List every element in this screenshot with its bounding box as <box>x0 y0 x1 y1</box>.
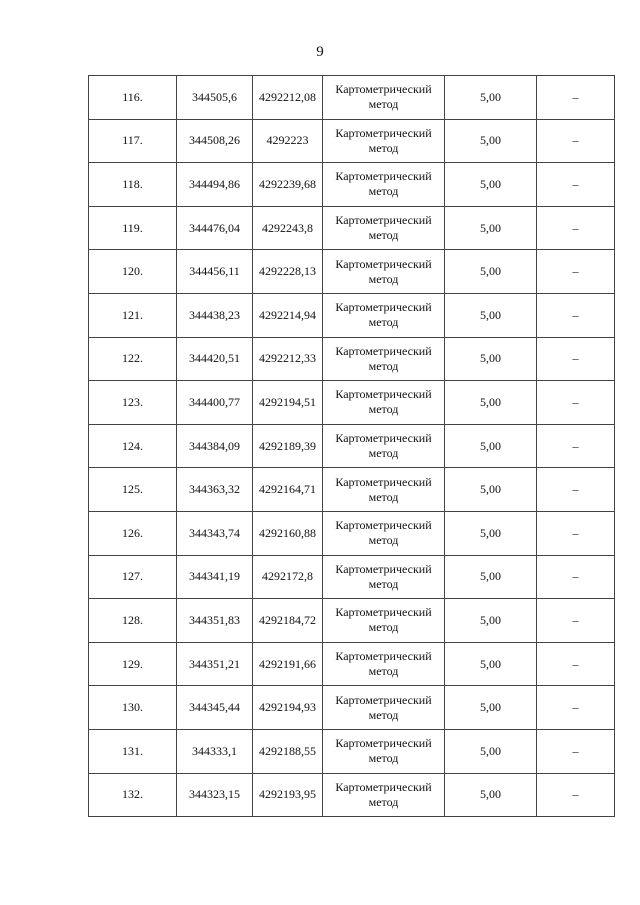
method-line-2: метод <box>368 184 399 199</box>
method-line-1: Картометрический <box>335 343 432 358</box>
point-number-cell: 130. <box>89 686 177 730</box>
method-line-2: метод <box>368 228 399 243</box>
x-coordinate-cell: 344333,1 <box>177 729 253 773</box>
description-cell: – <box>537 381 615 425</box>
table-row <box>89 250 615 294</box>
description-cell: – <box>537 511 615 555</box>
accuracy-cell: 5,00 <box>445 337 537 381</box>
method-cell <box>323 511 445 555</box>
method-line-1: Картометрический <box>335 649 432 664</box>
point-number-cell: 124. <box>89 424 177 468</box>
y-coordinate-cell: 4292223 <box>253 119 323 163</box>
point-number-cell: 123. <box>89 381 177 425</box>
y-coordinate-cell: 4292189,39 <box>253 424 323 468</box>
method-cell <box>323 642 445 686</box>
description-cell: – <box>537 468 615 512</box>
x-coordinate-cell: 344351,83 <box>177 599 253 643</box>
point-number-cell: 127. <box>89 555 177 599</box>
description-cell: – <box>537 119 615 163</box>
x-coordinate-cell: 344420,51 <box>177 337 253 381</box>
method-line-2: метод <box>368 751 399 766</box>
method-line-1: Картометрический <box>335 256 432 271</box>
point-number-cell: 118. <box>89 163 177 207</box>
method-cell <box>323 686 445 730</box>
method-line-1: Картометрический <box>335 82 432 97</box>
method-cell <box>323 381 445 425</box>
description-cell: – <box>537 337 615 381</box>
method-line-2: метод <box>368 358 399 373</box>
description-cell: – <box>537 250 615 294</box>
table-row <box>89 599 615 643</box>
description-cell: – <box>537 555 615 599</box>
point-number-cell: 117. <box>89 119 177 163</box>
method-cell <box>323 337 445 381</box>
x-coordinate-cell: 344508,26 <box>177 119 253 163</box>
x-coordinate-cell: 344456,11 <box>177 250 253 294</box>
method-cell <box>323 250 445 294</box>
description-cell: – <box>537 729 615 773</box>
method-line-2: метод <box>368 794 399 809</box>
method-line-2: метод <box>368 97 399 112</box>
description-cell: – <box>537 163 615 207</box>
point-number-cell: 120. <box>89 250 177 294</box>
accuracy-cell: 5,00 <box>445 555 537 599</box>
point-number-cell: 132. <box>89 773 177 817</box>
accuracy-cell: 5,00 <box>445 511 537 555</box>
table-row <box>89 555 615 599</box>
x-coordinate-cell: 344323,15 <box>177 773 253 817</box>
accuracy-cell: 5,00 <box>445 468 537 512</box>
description-cell: – <box>537 686 615 730</box>
point-number-cell: 129. <box>89 642 177 686</box>
accuracy-cell: 5,00 <box>445 642 537 686</box>
method-line-1: Картометрический <box>335 474 432 489</box>
accuracy-cell: 5,00 <box>445 119 537 163</box>
method-line-1: Картометрический <box>335 518 432 533</box>
table-row <box>89 468 615 512</box>
point-number-cell: 131. <box>89 729 177 773</box>
table-row <box>89 206 615 250</box>
x-coordinate-cell: 344351,21 <box>177 642 253 686</box>
x-coordinate-cell: 344505,6 <box>177 76 253 120</box>
method-cell <box>323 119 445 163</box>
description-cell: – <box>537 642 615 686</box>
x-coordinate-cell: 344363,32 <box>177 468 253 512</box>
coordinates-table <box>88 75 615 817</box>
method-line-2: метод <box>368 620 399 635</box>
description-cell: – <box>537 76 615 120</box>
y-coordinate-cell: 4292212,33 <box>253 337 323 381</box>
point-number-cell: 126. <box>89 511 177 555</box>
method-line-1: Картометрический <box>335 213 432 228</box>
table-row <box>89 686 615 730</box>
description-cell: – <box>537 773 615 817</box>
table-row <box>89 424 615 468</box>
method-line-1: Картометрический <box>335 431 432 446</box>
description-cell: – <box>537 206 615 250</box>
method-cell <box>323 293 445 337</box>
method-line-1: Картометрический <box>335 605 432 620</box>
table-row <box>89 773 615 817</box>
y-coordinate-cell: 4292194,51 <box>253 381 323 425</box>
table-row <box>89 119 615 163</box>
method-line-2: метод <box>368 576 399 591</box>
method-line-2: метод <box>368 489 399 504</box>
y-coordinate-cell: 4292243,8 <box>253 206 323 250</box>
x-coordinate-cell: 344343,74 <box>177 511 253 555</box>
table-body <box>89 76 615 817</box>
y-coordinate-cell: 4292193,95 <box>253 773 323 817</box>
method-cell <box>323 76 445 120</box>
x-coordinate-cell: 344400,77 <box>177 381 253 425</box>
x-coordinate-cell: 344494,86 <box>177 163 253 207</box>
accuracy-cell: 5,00 <box>445 773 537 817</box>
table-row <box>89 337 615 381</box>
y-coordinate-cell: 4292184,72 <box>253 599 323 643</box>
x-coordinate-cell: 344345,44 <box>177 686 253 730</box>
y-coordinate-cell: 4292214,94 <box>253 293 323 337</box>
table-row <box>89 381 615 425</box>
method-line-2: метод <box>368 446 399 461</box>
y-coordinate-cell: 4292194,93 <box>253 686 323 730</box>
table-row <box>89 163 615 207</box>
method-line-1: Картометрический <box>335 125 432 140</box>
method-line-2: метод <box>368 707 399 722</box>
point-number-cell: 121. <box>89 293 177 337</box>
y-coordinate-cell: 4292164,71 <box>253 468 323 512</box>
description-cell: – <box>537 424 615 468</box>
point-number-cell: 125. <box>89 468 177 512</box>
accuracy-cell: 5,00 <box>445 250 537 294</box>
method-line-1: Картометрический <box>335 300 432 315</box>
point-number-cell: 119. <box>89 206 177 250</box>
method-cell <box>323 555 445 599</box>
x-coordinate-cell: 344438,23 <box>177 293 253 337</box>
point-number-cell: 116. <box>89 76 177 120</box>
accuracy-cell: 5,00 <box>445 76 537 120</box>
method-line-1: Картометрический <box>335 779 432 794</box>
x-coordinate-cell: 344384,09 <box>177 424 253 468</box>
table-row <box>89 729 615 773</box>
y-coordinate-cell: 4292228,13 <box>253 250 323 294</box>
method-line-2: метод <box>368 402 399 417</box>
method-cell <box>323 599 445 643</box>
x-coordinate-cell: 344341,19 <box>177 555 253 599</box>
x-coordinate-cell: 344476,04 <box>177 206 253 250</box>
accuracy-cell: 5,00 <box>445 599 537 643</box>
table-row <box>89 642 615 686</box>
method-line-2: метод <box>368 140 399 155</box>
description-cell: – <box>537 293 615 337</box>
accuracy-cell: 5,00 <box>445 381 537 425</box>
method-line-1: Картометрический <box>335 561 432 576</box>
table-row <box>89 511 615 555</box>
accuracy-cell: 5,00 <box>445 686 537 730</box>
method-line-1: Картометрический <box>335 692 432 707</box>
method-line-2: метод <box>368 315 399 330</box>
method-line-2: метод <box>368 664 399 679</box>
page-number: 9 <box>316 44 324 60</box>
method-cell <box>323 424 445 468</box>
table-row <box>89 293 615 337</box>
method-cell <box>323 729 445 773</box>
y-coordinate-cell: 4292191,66 <box>253 642 323 686</box>
y-coordinate-cell: 4292212,08 <box>253 76 323 120</box>
y-coordinate-cell: 4292239,68 <box>253 163 323 207</box>
table-row <box>89 76 615 120</box>
method-cell <box>323 773 445 817</box>
method-cell <box>323 468 445 512</box>
method-line-1: Картометрический <box>335 736 432 751</box>
method-line-2: метод <box>368 533 399 548</box>
accuracy-cell: 5,00 <box>445 206 537 250</box>
point-number-cell: 128. <box>89 599 177 643</box>
method-cell <box>323 206 445 250</box>
method-line-2: метод <box>368 271 399 286</box>
accuracy-cell: 5,00 <box>445 293 537 337</box>
accuracy-cell: 5,00 <box>445 163 537 207</box>
y-coordinate-cell: 4292160,88 <box>253 511 323 555</box>
description-cell: – <box>537 599 615 643</box>
point-number-cell: 122. <box>89 337 177 381</box>
method-line-1: Картометрический <box>335 387 432 402</box>
y-coordinate-cell: 4292188,55 <box>253 729 323 773</box>
accuracy-cell: 5,00 <box>445 729 537 773</box>
accuracy-cell: 5,00 <box>445 424 537 468</box>
y-coordinate-cell: 4292172,8 <box>253 555 323 599</box>
method-cell <box>323 163 445 207</box>
method-line-1: Картометрический <box>335 169 432 184</box>
